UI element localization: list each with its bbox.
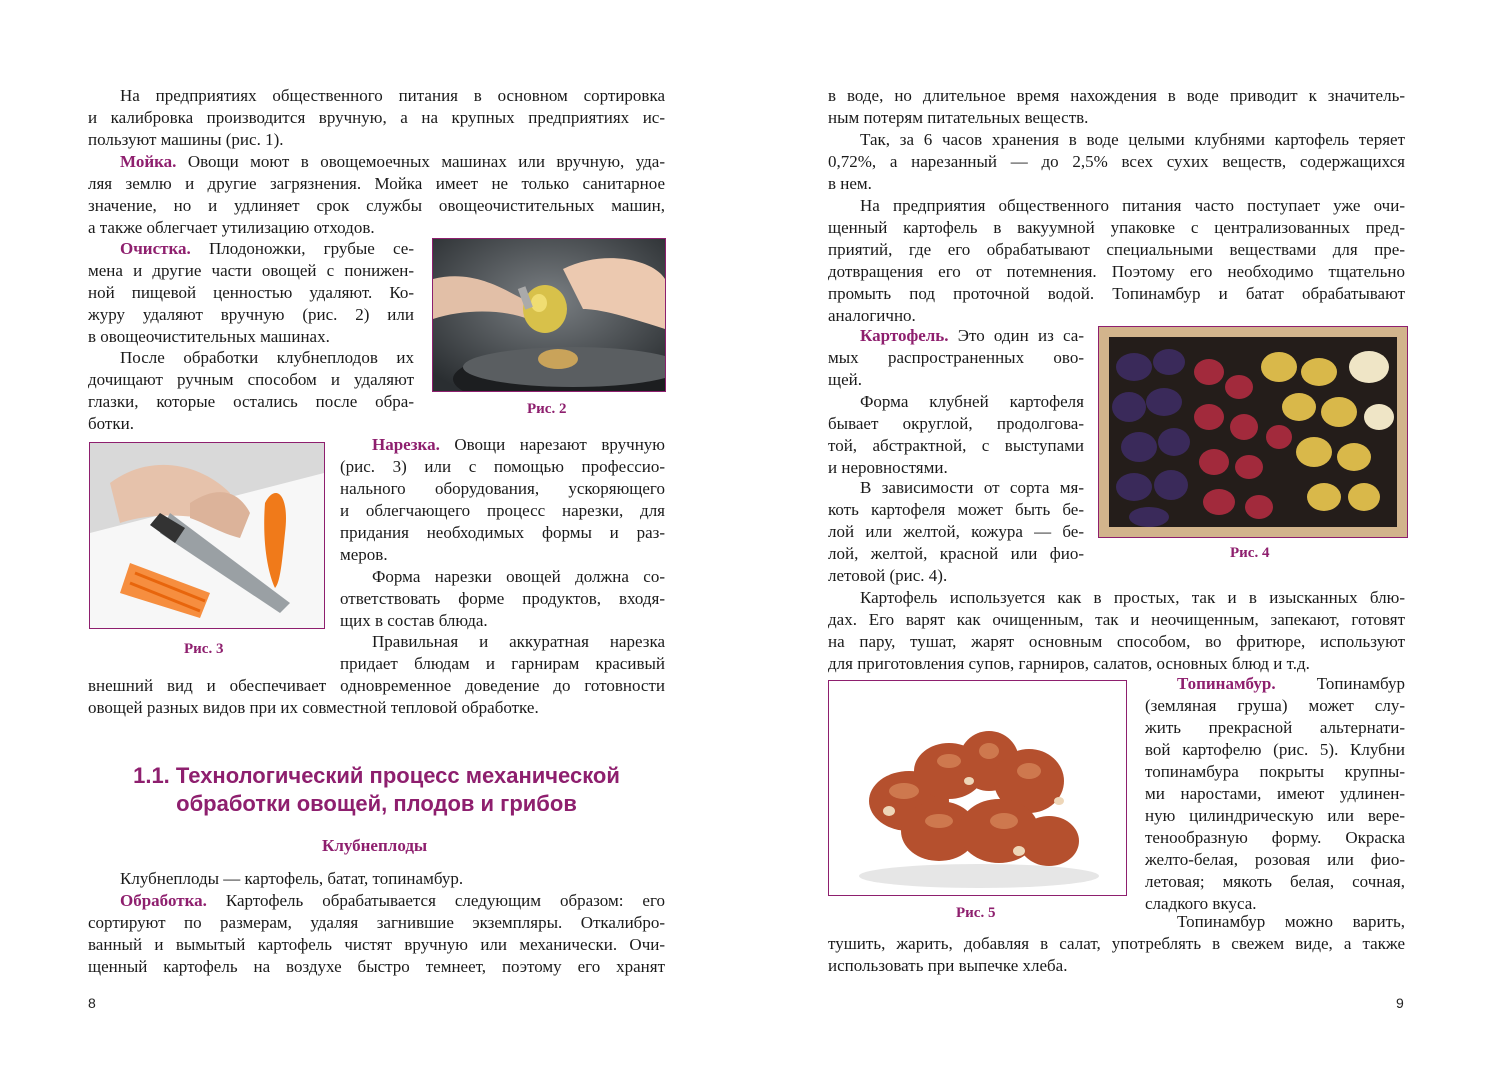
term-potato: Картофель. xyxy=(860,326,949,345)
text-line: 0,72%, а нарезанный — до 2,5% всех сухих веществ, содержащихся xyxy=(828,152,1405,171)
figure-5-jerusalem-artichoke-photo xyxy=(828,680,1127,896)
text-line: желто-белая, розовая или фио- xyxy=(1145,850,1405,869)
paragraph-processing xyxy=(88,890,665,978)
text-line: глазки, которые остались после обра- xyxy=(88,392,414,411)
text-line: для приготовления супов, гарниров, салатов, основных блюд и т.д. xyxy=(828,654,1310,673)
text-line: использовать при выпечке хлеба. xyxy=(828,956,1068,975)
text-line: На предприятиях общественного питания в основном сортировка xyxy=(120,86,665,105)
text-line: сладкого вкуса. xyxy=(1145,894,1257,913)
paragraph-sorting xyxy=(88,85,665,151)
text-line: лой, желтой, красной или фио- xyxy=(828,544,1084,563)
text-line: приятий, где его обрабатывают специальными веществами для пре- xyxy=(828,240,1405,259)
text-line: журу удаляют вручную (рис. 2) или xyxy=(88,305,414,324)
term-cutting: Нарезка. xyxy=(372,435,440,454)
text-line: щих в состав блюда. xyxy=(340,611,488,630)
cutting-illustration xyxy=(90,443,324,628)
text-line: пользуют машины (рис. 1). xyxy=(88,130,284,149)
text-line: щенный картофель в вакуумной упаковке с централизованных пред- xyxy=(828,218,1405,237)
text-line: и калибровка производится вручную, а на крупных предприятиях ис- xyxy=(88,108,665,127)
text-line: Мойка. Овощи моют в овощемоечных машинах или вручную, уда- xyxy=(120,152,665,171)
figure-3-caption: Рис. 3 xyxy=(184,641,224,657)
text-line: Клубнеплоды — картофель, батат, топинамбур. xyxy=(120,869,464,888)
section-heading xyxy=(88,762,665,818)
text-line: Форма нарезки овощей должна со- xyxy=(372,567,665,586)
section-heading-line-2: обработки овощей, плодов и грибов xyxy=(176,791,577,816)
text-line: топинамбура покрыты крупны- xyxy=(1145,762,1405,781)
text-line: В зависимости от сорта мя- xyxy=(860,478,1084,497)
paragraph-storage xyxy=(828,129,1405,195)
paragraph-jerusalem-usage-first xyxy=(1145,911,1405,933)
paragraph-tubers xyxy=(88,868,665,890)
paragraph-potato xyxy=(828,325,1084,391)
text-line: дотвращения его от потемнения. Поэтому его необходимо тщательно xyxy=(828,262,1405,281)
text-line: на пару, тушат, жарят основным способом, во фритюре, используют xyxy=(828,632,1405,651)
text-line: ной пищевой ценностью удаляют. Ко- xyxy=(88,283,414,302)
figure-3-cutting-photo xyxy=(89,442,325,629)
paragraph-vacuum xyxy=(828,195,1405,327)
page-number-left: 8 xyxy=(88,995,96,1011)
text-line: ным потерям питательных веществ. xyxy=(828,108,1089,127)
text-line: Картофель. Это один из са- xyxy=(860,326,1084,345)
text-line: (земляная груша) может слу- xyxy=(1145,696,1405,715)
text-line: в нем. xyxy=(828,174,872,193)
term-jerusalem-artichoke: Топинамбур. xyxy=(1177,674,1276,693)
jerusalem-artichoke-illustration xyxy=(829,681,1126,895)
paragraph-shape xyxy=(828,391,1084,479)
text-line: ную цилиндрическую или вере- xyxy=(1145,806,1405,825)
term-processing: Обработка. xyxy=(120,891,207,910)
text-line: мена и другие части овощей с понижен- xyxy=(88,261,414,280)
text-line: тушить, жарить, добавляя в салат, употреблять в свежем виде, а также xyxy=(828,934,1405,953)
text-line: придает блюдам и гарнирам красивый xyxy=(340,654,665,673)
section-heading-line-1: 1.1. Технологический процесс механической xyxy=(133,763,620,788)
paragraph-cleaning xyxy=(88,238,414,348)
peeling-illustration xyxy=(433,239,665,391)
text-line: и облегчающего процесс нарезки, для xyxy=(340,501,665,520)
text-line: а также облегчает утилизацию отходов. xyxy=(88,218,375,237)
term-washing: Мойка. xyxy=(120,152,177,171)
text-line: коть картофеля может быть бе- xyxy=(828,500,1084,519)
paragraph-jerusalem-artichoke xyxy=(1145,673,1405,915)
text-line: ляя землю и другие загрязнения. Мойка имеет не только санитарное xyxy=(88,174,665,193)
paragraph-variety xyxy=(828,477,1084,587)
paragraph-water-loss xyxy=(828,85,1405,129)
text-line: придания необходимых формы и раз- xyxy=(340,523,665,542)
text-line: тенообразную форму. Окраска xyxy=(1145,828,1405,847)
figure-4-potatoes-photo xyxy=(1098,326,1408,538)
page-number-right: 9 xyxy=(1396,995,1404,1011)
paragraph-usage xyxy=(828,587,1405,675)
text-line: После обработки клубнеплодов их xyxy=(120,348,414,367)
text-line: аналогично. xyxy=(828,306,916,325)
text-line: в овощеочистительных машинах. xyxy=(88,327,330,346)
text-line: Топинамбур. Топинамбур xyxy=(1177,674,1405,693)
figure-5-caption: Рис. 5 xyxy=(956,905,996,921)
text-line: ванный и вымытый картофель чистят вручную или механически. Очи- xyxy=(88,935,665,954)
text-line: в воде, но длительное время нахождения в воде приводит к значитель- xyxy=(828,86,1405,105)
figure-2-peeling-photo xyxy=(432,238,666,392)
text-line: ботки. xyxy=(88,414,134,433)
text-line: Так, за 6 часов хранения в воде целыми клубнями картофель теряет xyxy=(860,130,1405,149)
text-line: бывает округлой, продолгова- xyxy=(828,414,1084,433)
text-line: вой картофелю (рис. 5). Клубни xyxy=(1145,740,1405,759)
text-line: дах. Его варят как очищенным, так и неочищенным, запекают, готовят xyxy=(828,610,1405,629)
subheading-tubers: Клубнеплоды xyxy=(322,836,428,855)
paragraph-correct-cut-cont xyxy=(88,675,665,719)
term-cleaning: Очистка. xyxy=(120,239,191,258)
text-line: мых распространенных ово- xyxy=(828,348,1084,367)
text-line: сортируют по размерам, удаляя загнившие экземпляры. Откалибро- xyxy=(88,913,665,932)
paragraph-cutting xyxy=(340,434,665,566)
text-line: жить прекрасной альтернати- xyxy=(1145,718,1405,737)
text-line: лой или желтой, кожура — бе- xyxy=(828,522,1084,541)
text-line: и неровностями. xyxy=(828,458,948,477)
text-line: На предприятия общественного питания часто поступает уже очи- xyxy=(860,196,1405,215)
text-line: ми наростами, имеют удлинен- xyxy=(1145,784,1405,803)
text-line: овощей разных видов при их совместной тепловой обработке. xyxy=(88,698,539,717)
text-line: Очистка. Плодоножки, грубые се- xyxy=(120,239,414,258)
potatoes-illustration xyxy=(1099,327,1407,537)
text-line: меров. xyxy=(340,545,388,564)
text-line: дочищают ручным способом и удаляют xyxy=(88,370,414,389)
text-line: (рис. 3) или с помощью профессио- xyxy=(340,457,665,476)
text-line: нального оборудования, ускоряющего xyxy=(340,479,665,498)
text-line: летовой (рис. 4). xyxy=(828,566,948,585)
text-line: Форма клубней картофеля xyxy=(860,392,1084,411)
text-line: щенный картофель на воздухе быстро темнеет, поэтому его хранят xyxy=(88,957,665,976)
text-line: промыть под проточной водой. Топинамбур и батат обрабатывают xyxy=(828,284,1405,303)
text-line: щей. xyxy=(828,370,862,389)
text-line: той, абстрактной, с выступами xyxy=(828,436,1084,455)
paragraph-correct-cut xyxy=(340,631,665,675)
text-line: Картофель используется как в простых, так и в изысканных блю- xyxy=(860,588,1405,607)
figure-2-caption: Рис. 2 xyxy=(527,401,567,417)
text-line: значение, но и удлиняет срок службы овощеочистительных машин, xyxy=(88,196,665,215)
text-line: Обработка. Картофель обрабатывается следующим образом: его xyxy=(120,891,665,910)
paragraph-washing xyxy=(88,151,665,239)
text-line: ответствовать форме продуктов, входя- xyxy=(340,589,665,608)
text-line: Правильная и аккуратная нарезка xyxy=(372,632,665,651)
figure-4-caption: Рис. 4 xyxy=(1230,545,1270,561)
paragraph-after-processing xyxy=(88,347,414,435)
text-line: внешний вид и обеспечивает одновременное доведение до готовности xyxy=(88,676,665,695)
text-line: Нарезка. Овощи нарезают вручную xyxy=(372,435,665,454)
text-line: летовая; мякоть белая, сочная, xyxy=(1145,872,1405,891)
paragraph-jerusalem-usage xyxy=(828,933,1405,977)
text-line: Топинамбур можно варить, xyxy=(1177,912,1405,931)
paragraph-cut-form xyxy=(340,566,665,632)
